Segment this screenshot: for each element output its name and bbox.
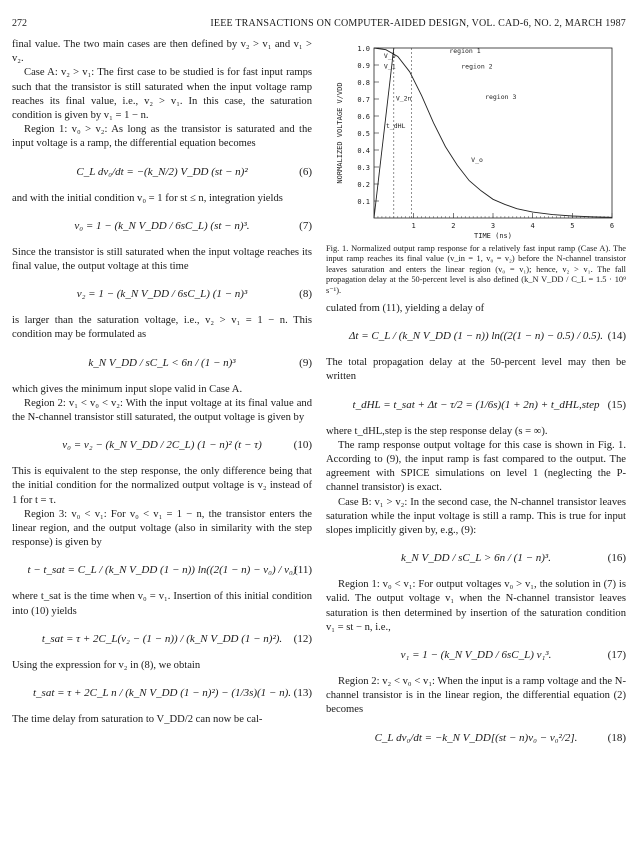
y-tick-label: 0.9: [357, 62, 370, 70]
chart-annotation: region 3: [485, 93, 517, 101]
equation-body: C_L dv₀/dt = −(k_N/2) V_DD (st − n)²: [76, 165, 248, 178]
x-tick-label: 3: [490, 222, 496, 230]
equation-number: (9): [299, 356, 312, 369]
y-tick-label: 0.4: [357, 147, 370, 155]
paragraph: which gives the minimum input slope valid in Case A.: [12, 383, 243, 395]
x-tick-label: 6: [609, 222, 615, 230]
equation-18: [326, 718, 626, 758]
y-axis-label: NORMALIZED VOLTAGE V/VDD: [336, 82, 344, 184]
equation-body: v₁ = 1 − (k_N V_DD / 6sC_L) v₁³.: [400, 648, 552, 661]
paragraph: final value. The two main cases are then defined by v₂ > v₁ and v₁ > v₂.: [12, 39, 312, 65]
chart-annotation: V_p: [383, 52, 396, 61]
equation-13: [12, 673, 312, 713]
equation-body: v₂ = 1 − (k_N V_DD / 6sC_L) (1 − n)³: [76, 288, 248, 301]
plot-frame: [374, 48, 612, 218]
equation-number: (8): [299, 288, 312, 301]
equation-number: (6): [299, 165, 312, 178]
equation-number: (18): [607, 731, 626, 744]
paragraph: Region 2: v₂ < v₀ < v₁: When the input is a ramp voltage and the N-channel transistor is in the linear region, the differential equation (2) becomes: [326, 676, 626, 716]
equation-number: (15): [607, 398, 626, 411]
left-column: [12, 38, 312, 727]
equation-body: t_sat = τ + 2C_L n / (k_N V_DD (1 − n)²) − (1/3s)(1 − n).: [32, 686, 292, 699]
equation-number: (17): [607, 648, 626, 661]
equation-number: (10): [293, 439, 312, 452]
right-column: [326, 244, 626, 758]
chart-annotation: V_o: [471, 155, 483, 164]
chart-annotation: V_2n: [395, 94, 412, 103]
equation-17: [326, 635, 626, 675]
equation-number: (7): [299, 219, 312, 232]
y-tick-label: 0.5: [357, 130, 370, 138]
equation-9: [12, 343, 312, 383]
journal-title: IEEE TRANSACTIONS ON COMPUTER-AIDED DESIGN, VOL. CAD-6, NO. 2, MARCH 1987: [210, 18, 626, 29]
paragraph: The total propagation delay at the 50-percent level may then be written: [326, 357, 626, 383]
paragraph: Using the expression for v₂ in (8), we obtain: [12, 659, 201, 671]
paragraph: Since the transistor is still saturated when the input voltage reaches its final value, the output voltage at this time: [12, 246, 312, 273]
page-number: 272: [12, 18, 27, 29]
paragraph: Region 1: v₀ > v₂: As long as the transistor is saturated and the input voltage is a ramp, the differential equation becomes: [12, 124, 312, 150]
y-tick-label: 0.3: [357, 164, 370, 172]
equation-body: k_N V_DD / sC_L > 6n / (1 − n)³.: [401, 552, 551, 565]
paragraph: Case B: v₁ > v₂: In the second case, the N-channel transistor leaves saturation while the input voltage is still a ramp. This is true for input slopes implicitly given by, e.g., (9):: [326, 496, 626, 537]
paragraph: Region 2: v₁ < v₀ < v₂: With the input voltage at its final value and the N-channel transistor still saturated, the output voltage is given by: [12, 397, 312, 424]
equation-body: t − t_sat = C_L / (k_N V_DD (1 − n)) ln((2(1 − n) − v₀) / v₀): [27, 564, 297, 577]
x-tick-label: 1: [411, 222, 416, 230]
y-tick-label: 1.0: [357, 45, 370, 53]
series-line-V_o: [374, 48, 612, 217]
figure-1-chart: [328, 40, 622, 242]
equation-number: (11): [294, 564, 312, 577]
equation-16: [326, 538, 626, 578]
equation-number: (12): [293, 632, 312, 645]
x-tick-label: 2: [451, 222, 456, 230]
y-tick-label: 0.8: [357, 79, 370, 87]
equation-10: [12, 425, 312, 465]
equation-body: t_sat = τ + 2C_L(v₂ − (1 − n)) / (k_N V_DD (1 − n)²).: [41, 632, 283, 645]
chart-annotation: region 2: [461, 62, 493, 71]
paragraph: Region 3: v₀ < v₁: For v₀ < v₁ = 1 − n, the transistor enters the linear region, and the output voltage (also in similarity with the step response) is given by: [12, 508, 312, 549]
x-axis-label: TIME (ns): [474, 232, 512, 240]
equation-number: (16): [607, 552, 626, 565]
chart-annotation: V_1: [383, 62, 396, 71]
paragraph: The ramp response output voltage for this case is shown in Fig. 1. According to (9), the input ramp is fast compared to the output. The agreement with SPICE simulations on level 1 (neglecting the P-channel transistor) is exact.: [326, 439, 626, 494]
paragraph: and with the initial condition v₀ = 1 for st ≤ n, integration yields: [12, 192, 283, 204]
equation-8: [12, 274, 312, 314]
y-tick-label: 0.2: [357, 181, 370, 189]
chart-annotation: t_dHL: [385, 121, 406, 130]
chart-annotation: region 1: [449, 47, 481, 56]
x-tick-label: 5: [570, 222, 575, 230]
page-header: [12, 18, 626, 32]
paragraph: is larger than the saturation voltage, i.e., v₂ > v₁ = 1 − n. This condition may be formulated as: [12, 315, 312, 341]
paragraph: where t_dHL,step is the step response delay (s = ∞).: [326, 425, 548, 437]
y-tick-label: 0.1: [357, 198, 370, 206]
paragraph: culated from (11), yielding a delay of: [326, 303, 485, 315]
equation-12: [12, 619, 312, 659]
equation-body: Δt = C_L / (k_N V_DD (1 − n)) ln((2(1 − n) − 0.5) / 0.5).: [348, 330, 604, 343]
equation-number: (13): [293, 686, 312, 699]
y-tick-label: 0.6: [357, 113, 370, 121]
equation-number: (14): [607, 330, 626, 343]
equation-15: [326, 385, 626, 425]
equation-body: C_L dv₀/dt = −k_N V_DD[(st − n)v₀ − v₀²/2].: [374, 731, 578, 744]
x-tick-label: 4: [530, 222, 535, 230]
y-tick-label: 0.7: [357, 96, 370, 104]
equation-6: [12, 152, 312, 192]
equation-7: [12, 206, 312, 246]
equation-11: [12, 550, 312, 590]
paragraph: Case A: v₂ > v₁: The first case to be studied is for fast input ramps such that the transistor is still saturated when the input voltage ramp reaches its final value, i.e., v₂ > v₁. In this case, the saturation condition is given by v₁ = 1 − n.: [12, 67, 312, 122]
paragraph: where t_sat is the time when v₀ = v₁. Insertion of this initial condition into (10) yields: [12, 591, 312, 617]
paragraph: Region 1: v₀ < v₁: For output voltages v₀ > v₁, the solution in (7) is valid. The output voltage v₁ when the N-channel transistor leaves saturation is then determined by insertion of the saturation condition v₁ = st − n, i.e.,: [326, 579, 626, 633]
paragraph: The time delay from saturation to V_DD/2 can now be cal-: [12, 714, 263, 726]
equation-body: v₀ = 1 − (k_N V_DD / 6sC_L) (st − n)³.: [74, 219, 250, 232]
equation-14: [326, 316, 626, 356]
equation-body: t_dHL = t_sat + Δt − τ/2 = (1/6s)(1 + 2n) + t_dHL,step: [352, 398, 600, 411]
equation-body: k_N V_DD / sC_L < 6n / (1 − n)³: [88, 356, 236, 369]
equation-body: v₀ = v₂ − (k_N V_DD / 2C_L) (1 − n)² (t − τ): [62, 439, 262, 452]
figure-caption: Fig. 1. Normalized output ramp response for a relatively fast input ramp (Case A). The input ramp reaches its final value (v_in = 1, v₀ = v₂) before the N-channel transistor leaves saturation and enters the linear region (v₀ = v₁); hence, v₂ > v₁. The fall propagation delay at the 50-percent level is also defined (k_N V_DD / C_L = 1.5 · 10⁹ s⁻¹).: [326, 244, 626, 295]
paragraph: This is equivalent to the step response, the only difference being that the initial condition for the normalized output voltage is v₂ instead of 1 for t = τ.: [12, 466, 312, 506]
